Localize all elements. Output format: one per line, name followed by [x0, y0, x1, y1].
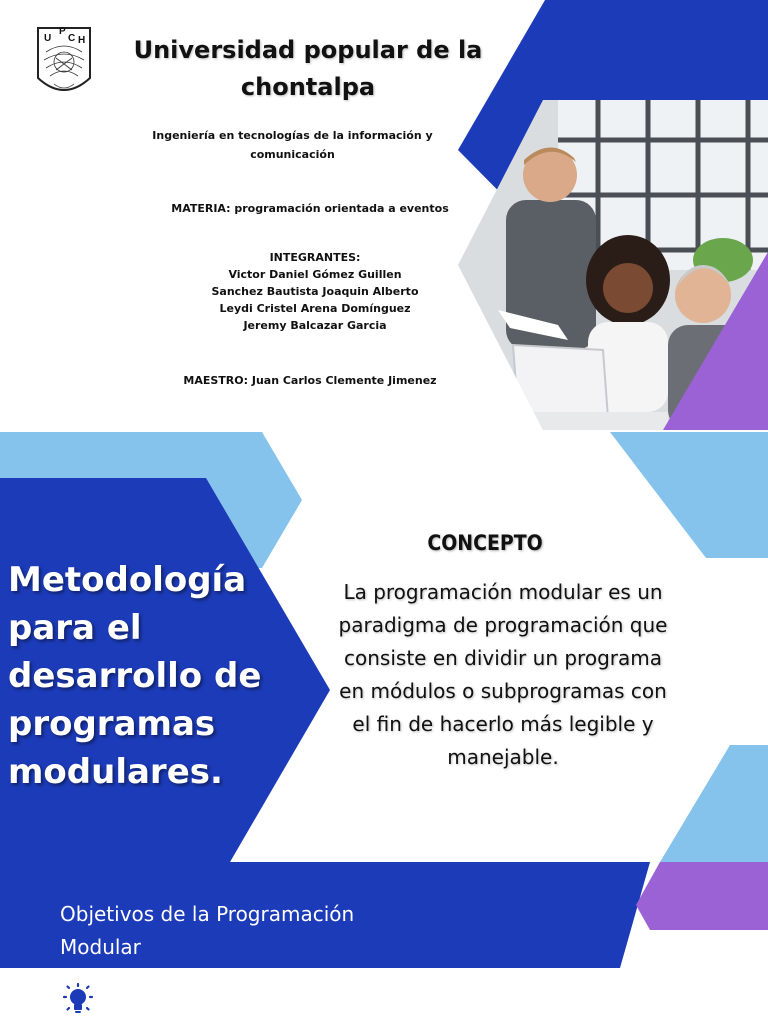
logo-letter-c: C	[68, 33, 76, 44]
member-name: Leydi Cristel Arena Domínguez	[219, 302, 411, 315]
objectives-heading: Objetivos de la Programación Modular	[60, 902, 355, 959]
member-name: Sanchez Bautista Joaquin Alberto	[211, 285, 419, 298]
logo-letter-p: P	[59, 26, 66, 37]
concept-body: La programación modular es un paradigma de programación que consiste en dividir un programa en módulos o subprogramas con el fin de hacerlo más legible y manejable.	[338, 580, 668, 769]
light-blue-hexagon-right	[610, 432, 768, 558]
logo-letter-h: H	[78, 35, 86, 46]
member-name: Victor Daniel Gómez Guillen	[228, 268, 402, 281]
team-photo	[458, 100, 768, 430]
lightbulb-icon	[60, 982, 96, 1018]
concept-heading: CONCEPTO	[427, 531, 543, 555]
university-title: Universidad popular de la chontalpa	[133, 36, 483, 101]
career-name: Ingeniería en tecnologías de la información y comunicación	[152, 129, 433, 161]
members-label: INTEGRANTES:	[269, 251, 361, 264]
hero-title: Metodología para el desarrollo de programas modulares.	[8, 560, 262, 792]
light-blue-hexagon-bottom	[660, 745, 768, 862]
university-seal-icon	[34, 22, 94, 100]
member-name: Jeremy Balcazar Garcia	[243, 319, 387, 332]
logo-letter-u: U	[44, 33, 52, 44]
purple-hexagon-bottom	[636, 862, 768, 930]
teacher-line: MAESTRO: Juan Carlos Clemente Jimenez	[183, 374, 437, 387]
members-block	[160, 249, 470, 334]
subject-line: MATERIA: programación orientada a eventos	[171, 202, 449, 215]
